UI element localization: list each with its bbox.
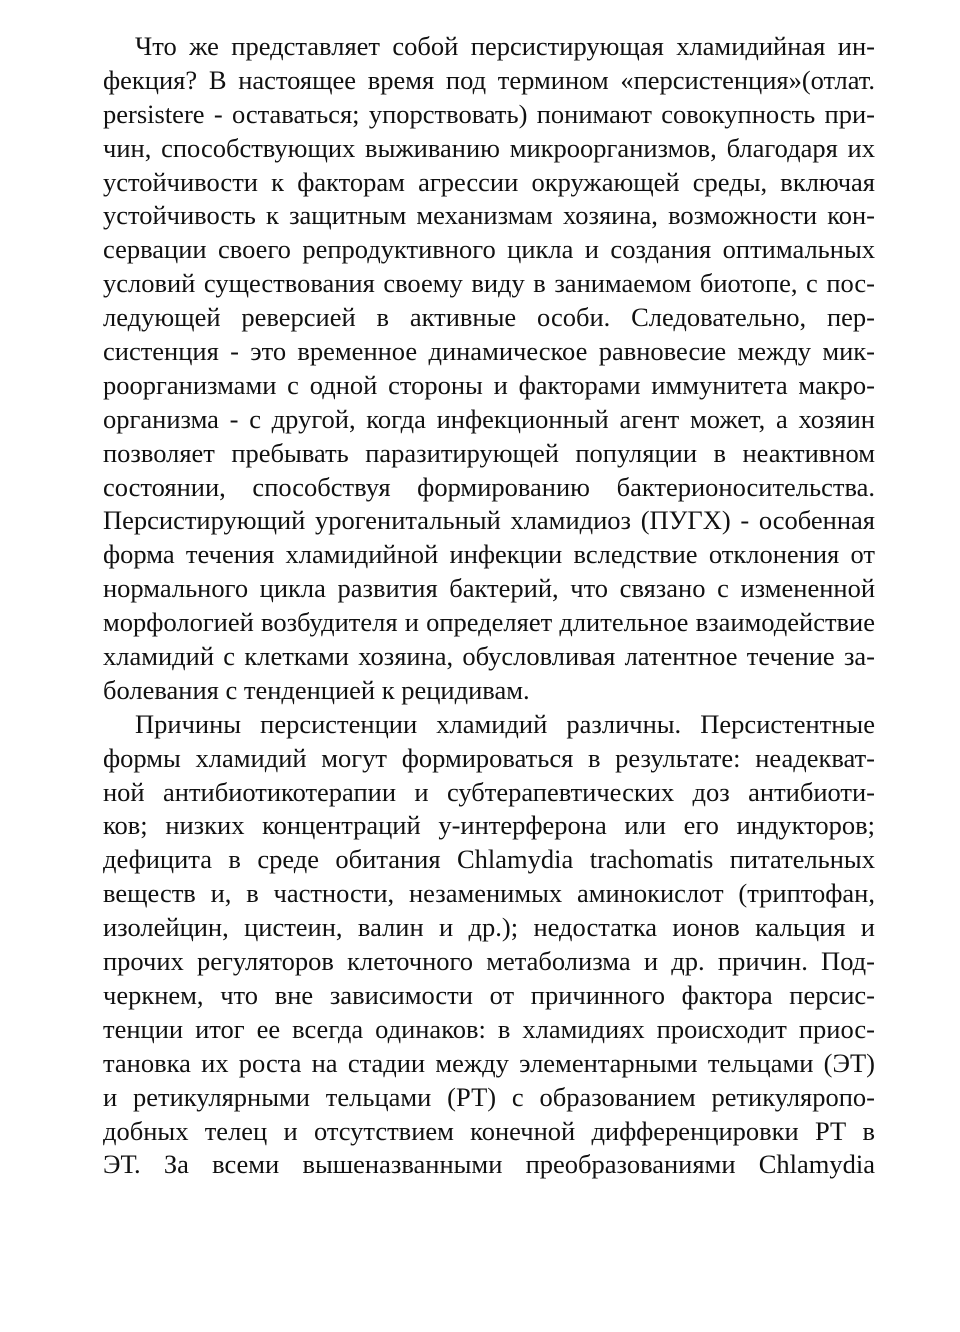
text-line: ЭТ. За всеми вышеназванными преобразованиями Chlamydia (103, 1149, 875, 1180)
paragraph-persistence-causes (103, 708, 875, 1182)
text-line: нормального цикла развития бактерий, что связано с измененной (103, 573, 875, 604)
text-line: условий существования своему виду в занимаемом биотопе, с пос- (103, 268, 875, 299)
text-line: позволяет пребывать паразитирующей популяции в неактивном (103, 437, 875, 468)
text-line: болевания с тенденцией к рецидивам. (103, 674, 530, 705)
text-line: тенции итог ее всегда одинаков: в хламидиях происходит приос- (103, 1013, 875, 1044)
text-line: систенция - это временное динамическое равновесие между мик- (103, 336, 875, 367)
text-line: ной антибиотикотерапии и субтерапевтических доз антибиоти- (103, 776, 875, 807)
text-line: хламидий с клетками хозяина, обусловливая латентное течение за- (103, 641, 875, 672)
text-line: форма течения хламидийной инфекции вследствие отклонения от (103, 539, 875, 570)
text-line: состоянии, способствуя формированию бактерионосительства. (103, 471, 875, 502)
text-line: веществ и, в частности, незаменимых аминокислот (триптофан, (103, 878, 875, 909)
text-line: черкнем, что вне зависимости от причинного фактора персис- (103, 979, 875, 1010)
paragraph-persistence-definition (103, 30, 875, 708)
body-text (103, 30, 875, 1182)
text-line: Что же представляет собой персистирующая хламидийная ин- (135, 31, 875, 61)
text-line: ков; низких концентраций у-интерферона или его индукторов; (103, 810, 875, 841)
text-line: Причины персистенции хламидий различны. Персистентные (135, 708, 875, 739)
text-line: организма - с другой, когда инфекционный агент может, а хозяин (103, 403, 875, 434)
text-line: роорганизмами с одной стороны и факторами иммунитета макро- (103, 369, 875, 400)
text-line: persistere - оставаться; упорствовать) понимают совокупность при- (103, 98, 875, 129)
text-line: ледующей реверсией в активные особи. Следовательно, пер- (103, 302, 875, 333)
text-line: дефицита в среде обитания Chlamydia trachomatis питательных (103, 844, 875, 875)
text-line: тановка их роста на стадии между элементарными тельцами (ЭТ) (103, 1047, 875, 1078)
text-line: прочих регуляторов клеточного метаболизма и др. причин. Под- (103, 946, 875, 977)
text-line: добных телец и отсутствием конечной дифференцировки РТ в (103, 1115, 875, 1146)
text-line: чин, способствующих выживанию микроорганизмов, благодаря их (103, 132, 875, 163)
text-line: устойчивости к факторам агрессии окружающей среды, включая (103, 166, 875, 197)
text-line: изолейцин, цистеин, валин и др.); недостатка ионов кальция и (103, 912, 875, 943)
text-line: Персистирующий урогенитальный хламидиоз (ПУГХ) - особенная (103, 505, 875, 536)
text-line: сервации своего репродуктивного цикла и создания оптимальных (103, 234, 875, 265)
text-line: устойчивость к защитным механизмам хозяина, возможности кон- (103, 200, 875, 231)
text-line: и ретикулярными тельцами (РТ) с образованием ретикуляропо- (103, 1081, 875, 1112)
text-line: формы хламидий могут формироваться в результате: неадекват- (103, 742, 875, 773)
text-line: морфологией возбудителя и определяет длительное взаимодействие (103, 607, 875, 638)
text-line: фекция? В настоящее время под термином «персистенция»(отлат. (103, 64, 875, 95)
